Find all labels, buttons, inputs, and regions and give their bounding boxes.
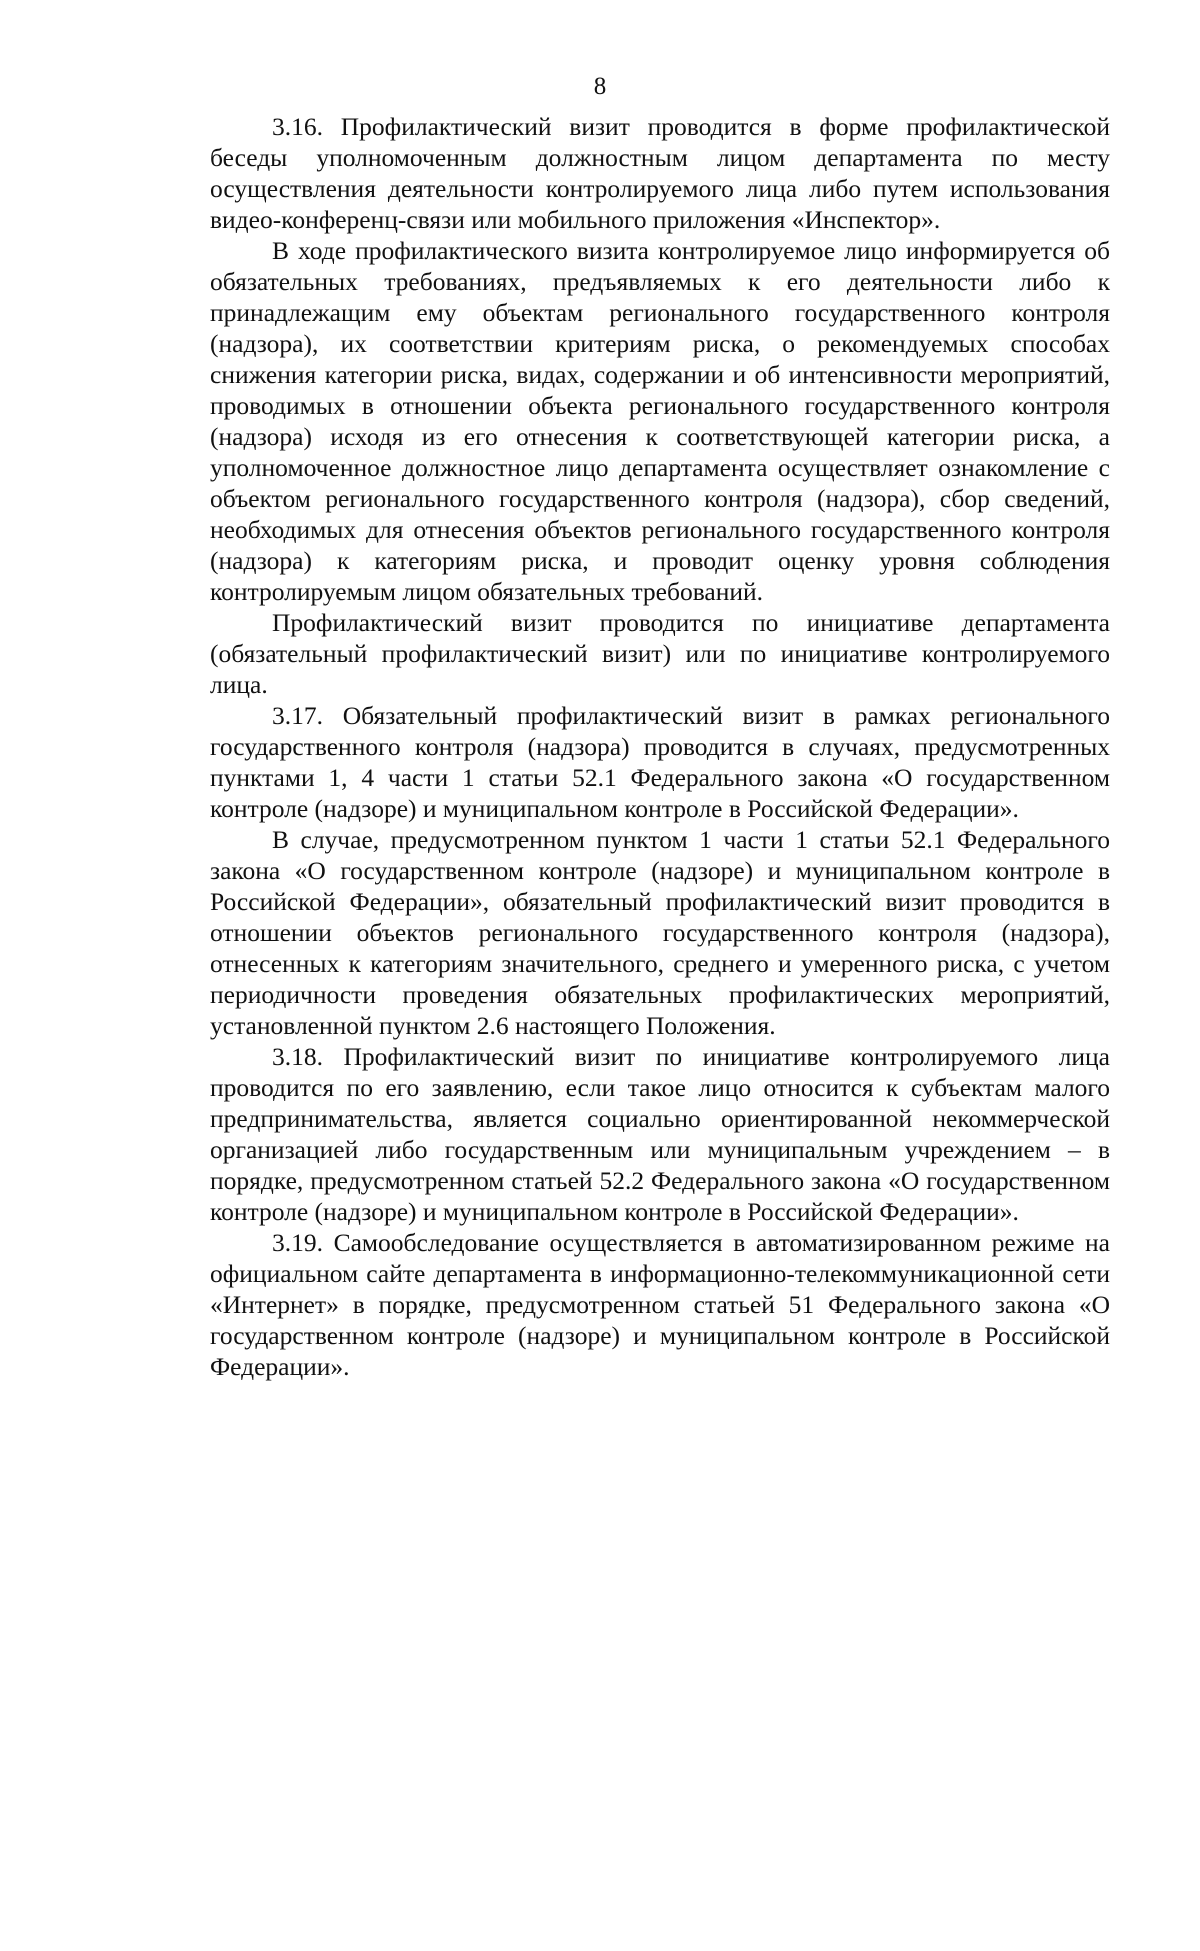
page-number: 8 [593, 73, 607, 100]
paragraph-visit-initiative: Профилактический визит проводится по инициативе департамента (обязательный профилактический визит) или по инициативе контролируемого лица. [210, 608, 1110, 699]
document-body [210, 111, 1110, 1382]
paragraph-3-19: 3.19. Самообследование осуществляется в автоматизированном режиме на официальном сайте департамента в информационно-телекоммуникационной сети «Интернет» в порядке, предусмотренном статьей 51 Федерального закона «О государственном контроле (надзоре) и муниципальном контроле в Российской Федерации». [210, 1228, 1110, 1381]
paragraph-visit-content: В ходе профилактического визита контролируемое лицо информируется об обязательных требованиях, предъявляемых к его деятельности либо к принадлежащим ему объектам регионального государственного контроля (надзора), их соответствии критериям риска, о рекомендуемых способах снижения категории риска, видах, содержании и об интенсивности мероприятий, проводимых в отношении объекта регионального государственного контроля (надзора) исходя из его отнесения к соответствующей категории риска, а уполномоченное должностное лицо департамента осуществляет ознакомление с объектом регионального государственного контроля (надзора), сбор сведений, необходимых для отнесения объектов регионального государственного контроля (надзора) к категориям риска, и проводит оценку уровня соблюдения контролируемым лицом обязательных требований. [210, 236, 1110, 606]
paragraph-3-16: 3.16. Профилактический визит проводится в форме профилактической беседы уполномоченным должностным лицом департамента по месту осуществления деятельности контролируемого лица либо путем использования видео-конференц-связи или мобильного приложения «Инспектор». [210, 112, 1110, 234]
paragraph-3-18: 3.18. Профилактический визит по инициативе контролируемого лица проводится по его заявлению, если такое лицо относится к субъектам малого предпринимательства, является социально ориентированной некоммерческой организацией либо государственным или муниципальным учреждением – в порядке, предусмотренном статьей 52.2 Федерального закона «О государственном контроле (надзоре) и муниципальном контроле в Российской Федерации». [210, 1042, 1110, 1226]
paragraph-mandatory-visit-case: В случае, предусмотренном пунктом 1 части 1 статьи 52.1 Федерального закона «О государственном контроле (надзоре) и муниципальном контроле в Российской Федерации», обязательный профилактический визит проводится в отношении объектов регионального государственного контроля (надзора), отнесенных к категориям значительного, среднего и умеренного риска, с учетом периодичности проведения обязательных профилактических мероприятий, установленной пунктом 2.6 настоящего Положения. [210, 825, 1110, 1040]
paragraph-3-17: 3.17. Обязательный профилактический визит в рамках регионального государственного контроля (надзора) проводится в случаях, предусмотренных пунктами 1, 4 части 1 статьи 52.1 Федерального закона «О государственном контроле (надзоре) и муниципальном контроле в Российской Федерации». [210, 701, 1110, 823]
